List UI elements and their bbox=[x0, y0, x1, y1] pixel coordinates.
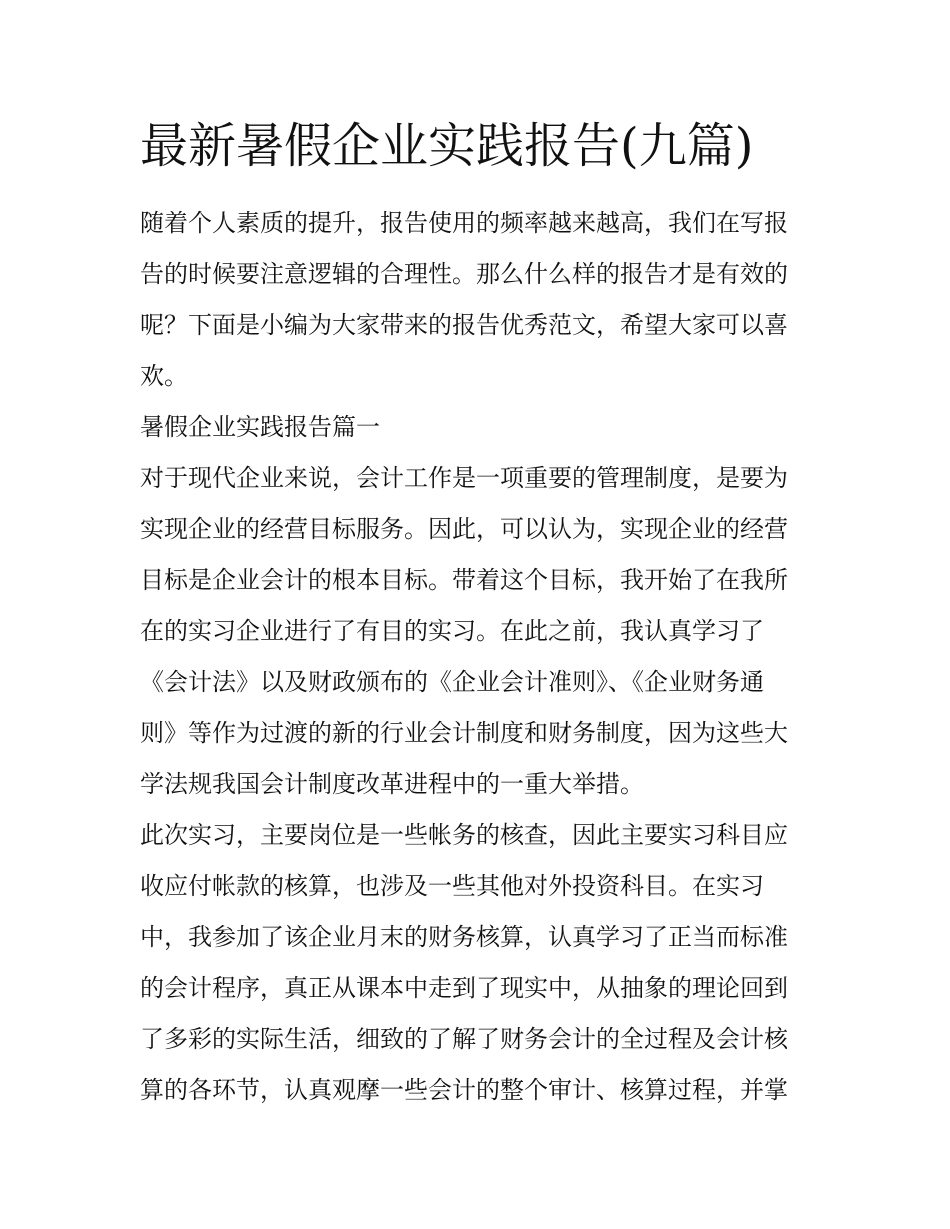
paragraph-line: 此次实习，主要岗位是一些帐务的核查，因此主要实习科目应 bbox=[140, 821, 788, 849]
paragraph-line: 收应付帐款的核算，也涉及一些其他对外投资科目。在实习 bbox=[140, 872, 764, 900]
paragraph-line: 随着个人素质的提升，报告使用的频率越来越高，我们在写报 bbox=[140, 209, 788, 237]
paragraph-line: 学法规我国会计制度改革进程中的一重大举措。 bbox=[140, 770, 644, 798]
paragraph-line: 了多彩的实际生活，细致的了解了财务会计的全过程及会计核 bbox=[140, 1025, 788, 1053]
paragraph-line: 则》等作为过渡的新的行业会计制度和财务制度，因为这些大 bbox=[140, 719, 788, 747]
document-title: 最新暑假企业实践报告(九篇) bbox=[140, 118, 754, 174]
paragraph-line: 中，我参加了该企业月末的财务核算，认真学习了正当而标准 bbox=[140, 923, 788, 951]
section-heading: 暑假企业实践报告篇一 bbox=[140, 413, 380, 441]
paragraph-line: 的会计程序，真正从课本中走到了现实中，从抽象的理论回到 bbox=[140, 974, 788, 1002]
paragraph-line: 《会计法》以及财政颁布的《企业会计准则》、《企业财务通 bbox=[140, 668, 764, 696]
paragraph-line: 告的时候要注意逻辑的合理性。那么什么样的报告才是有效的 bbox=[140, 260, 788, 288]
paragraph-line: 算的各环节，认真观摩一些会计的整个审计、核算过程，并掌 bbox=[140, 1076, 788, 1104]
paragraph-line: 欢。 bbox=[140, 362, 188, 390]
paragraph-line: 目标是企业会计的根本目标。带着这个目标，我开始了在我所 bbox=[140, 566, 788, 594]
document-body bbox=[140, 198, 812, 1116]
paragraph-line: 实现企业的经营目标服务。因此，可以认为，实现企业的经营 bbox=[140, 515, 788, 543]
paragraph-line: 对于现代企业来说，会计工作是一项重要的管理制度，是要为 bbox=[140, 464, 788, 492]
paragraph-line: 在的实习企业进行了有目的实习。在此之前，我认真学习了 bbox=[140, 617, 764, 645]
paragraph-line: 呢？下面是小编为大家带来的报告优秀范文，希望大家可以喜 bbox=[140, 311, 788, 339]
